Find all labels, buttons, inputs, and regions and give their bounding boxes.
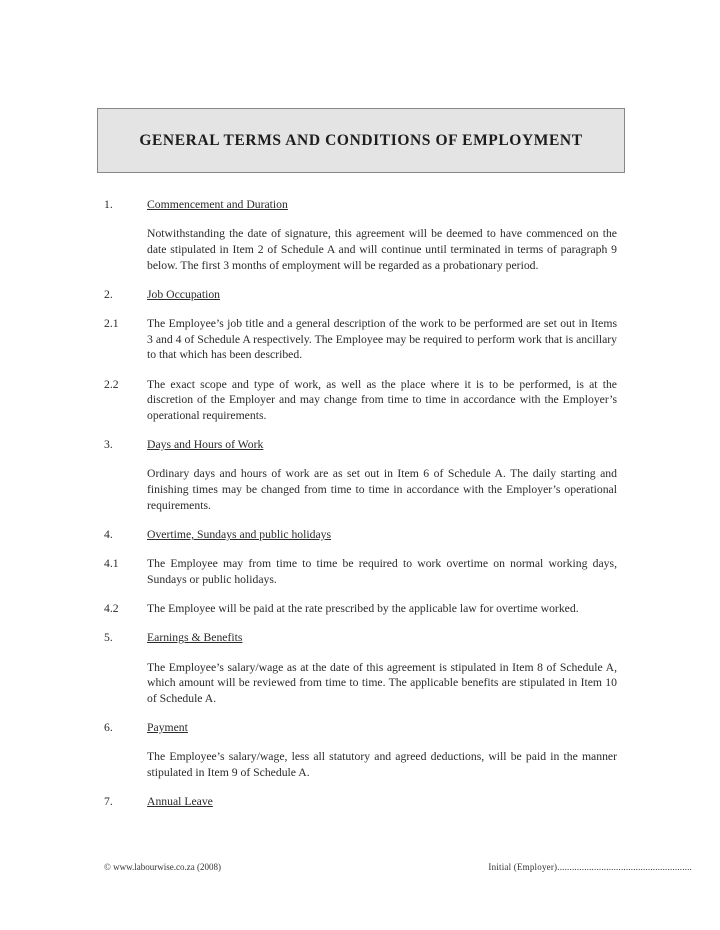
clause-text: The Employee may from time to time be required to work overtime on normal working days, Sundays or public holidays. <box>147 557 617 586</box>
footer-copyright: © www.labourwise.co.za (2008) <box>104 862 221 872</box>
footer-initial <box>488 862 692 872</box>
clause-number: 2.1 <box>104 317 119 331</box>
clause-text: The Employee will be paid at the rate prescribed by the applicable law for overtime worked. <box>147 602 579 616</box>
clause-number: 4.2 <box>104 602 119 616</box>
clause-heading: Commencement and Duration <box>147 198 288 211</box>
clause-paragraph-row <box>104 316 617 363</box>
clause-text: The Employee’s job title and a general description of the work to be performed are set out in Items 3 and 4 of Schedule A respectively. The Employee may be required to perform work that is ancillary to that which has been described. <box>147 317 617 362</box>
clause-heading: Days and Hours of Work <box>147 438 264 452</box>
document-title-box <box>97 108 625 173</box>
initial-dotted-line: ....................................................... <box>557 862 692 872</box>
clause-paragraph-row <box>104 556 617 587</box>
clause-number <box>104 660 147 707</box>
clause-paragraph-row <box>104 749 617 780</box>
clause-heading: Annual Leave <box>147 795 213 809</box>
page-footer <box>104 862 692 872</box>
clause-paragraph-row <box>104 466 617 513</box>
clause-heading: Payment <box>147 721 188 735</box>
clause-paragraph-row <box>104 601 617 617</box>
clause-heading-row <box>104 197 617 213</box>
clause-paragraph-row <box>104 660 617 707</box>
clause-paragraph-row <box>104 377 617 424</box>
clause-number: 4.1 <box>104 557 119 571</box>
clause-heading-row <box>104 630 617 646</box>
clause-text: The Employee’s salary/wage as at the date of this agreement is stipulated in Item 8 of Schedule A, which amount will be reviewed from time to time. The applicable benefits are stipulated in Item 10 of Schedule A. <box>147 660 617 705</box>
footer-initial-label: Initial (Employer) <box>488 862 558 872</box>
document-title: GENERAL TERMS AND CONDITIONS OF EMPLOYMENT <box>139 131 583 149</box>
clause-number: 2. <box>104 287 113 301</box>
clause-heading-row <box>104 287 617 303</box>
clause-heading: Job Occupation <box>147 287 221 301</box>
clause-heading-row <box>104 720 617 736</box>
clause-number: 5. <box>104 631 113 645</box>
clause-heading-row <box>104 794 617 810</box>
clause-number <box>104 226 147 273</box>
clause-number <box>104 749 147 780</box>
clause-text: Notwithstanding the date of signature, this agreement will be deemed to have commenced on the date stipulated in Item 2 of Schedule A and will continue until terminated in terms of paragraph 9 below. The first 3 months of employment will be regarded as a probationary period. <box>147 227 617 272</box>
clause-heading: Overtime, Sundays and public holidays <box>147 528 332 542</box>
clause-heading: Earnings & Benefits <box>147 631 243 645</box>
document-body <box>104 197 617 823</box>
clause-number: 1. <box>104 198 113 211</box>
clause-number: 4. <box>104 528 113 542</box>
clause-number: 3. <box>104 438 113 452</box>
clause-heading-row <box>104 527 617 543</box>
clause-number: 7. <box>104 795 113 809</box>
clause-text: The Employee’s salary/wage, less all statutory and agreed deductions, will be paid in the manner stipulated in Item 9 of Schedule A. <box>147 750 617 780</box>
clause-number: 2.2 <box>104 377 119 391</box>
clause-heading-row <box>104 437 617 453</box>
clause-paragraph-row <box>104 226 617 273</box>
clause-text: The exact scope and type of work, as well as the place where it is to be performed, is at the discretion of the Employer and may change from time to time in accordance with the Employer’s operational requirements. <box>147 377 617 423</box>
clause-number: 6. <box>104 721 113 735</box>
clause-text: Ordinary days and hours of work are as set out in Item 6 of Schedule A. The daily starting and finishing times may be changed from time to time in accordance with the Employer’s operational requirements. <box>147 467 617 512</box>
clause-number <box>104 466 147 513</box>
